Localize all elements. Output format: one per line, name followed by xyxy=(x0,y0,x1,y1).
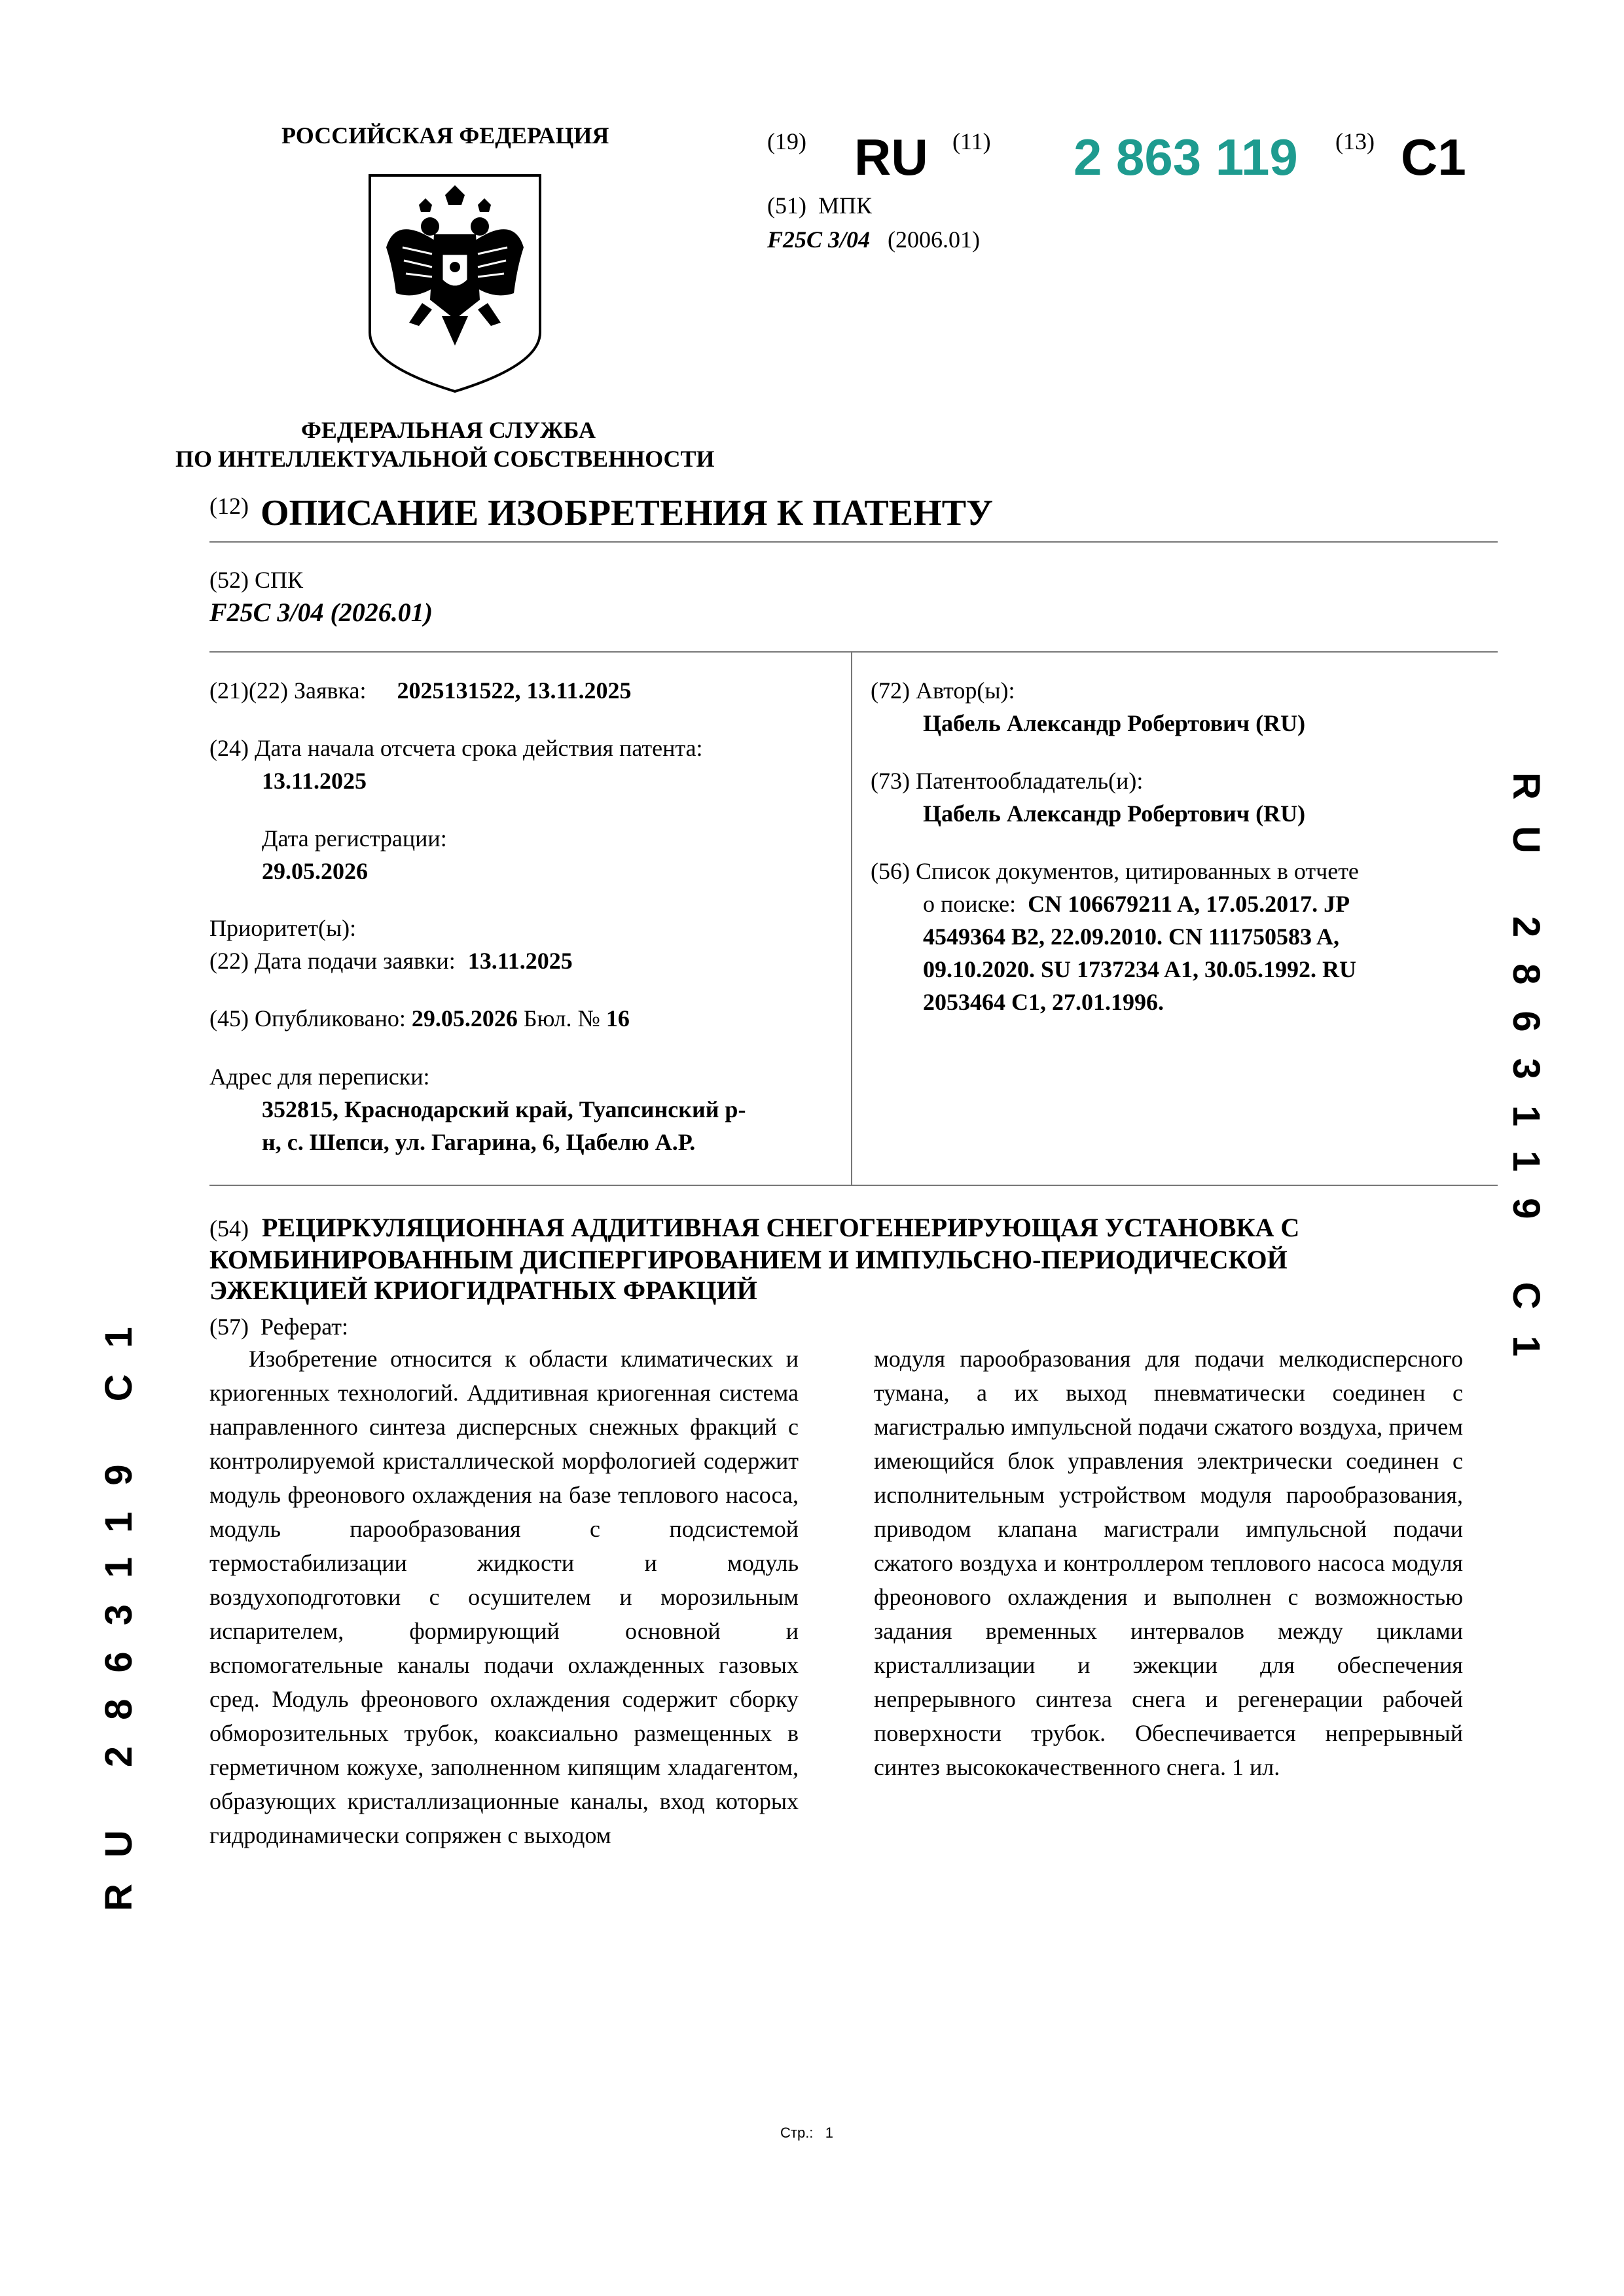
divider-biblio-vertical xyxy=(851,651,852,1185)
page-label: Стр.: xyxy=(780,2125,814,2141)
owners-label: Патентообладатель(и): xyxy=(915,768,1144,794)
filing-date-value: 13.11.2025 xyxy=(467,948,573,974)
doc-title-text: ОПИСАНИЕ ИЗОБРЕТЕНИЯ К ПАТЕНТУ xyxy=(260,493,994,533)
patent-number: 2 863 119 xyxy=(1074,128,1298,186)
invention-title-line2: КОМБИНИРОВАННЫМ ДИСПЕРГИРОВАНИЕМ И ИМПУЛЬСНО-ПЕРИОДИЧЕСКОЙ xyxy=(209,1245,1288,1274)
published-value: 29.05.2026 xyxy=(411,1005,518,1031)
term-start-row xyxy=(209,732,703,764)
citations-text-2: 4549364 B2, 22.09.2010. CN 111750583 A, xyxy=(923,924,1340,950)
bulletin-value: 16 xyxy=(605,1005,630,1031)
inid-code-13: (13) xyxy=(1335,128,1375,154)
divider-top xyxy=(209,541,1498,543)
inid-code-12: (12) xyxy=(209,493,249,519)
invention-title xyxy=(209,1212,1492,1306)
coat-of-arms-emblem xyxy=(357,169,553,398)
bulletin-label: Бюл. № xyxy=(523,1005,600,1031)
invention-title-text-1: РЕЦИРКУЛЯЦИОННАЯ АДДИТИВНАЯ СНЕГОГЕНЕРИРУЮЩАЯ УСТАНОВКА С xyxy=(261,1213,1300,1242)
doc-title xyxy=(209,492,993,534)
inid-code-21-22: (21)(22) xyxy=(209,677,288,704)
authors-label: Автор(ы): xyxy=(915,677,1015,704)
citations-text-3: 09.10.2020. SU 1737234 A1, 30.05.1992. RU xyxy=(923,956,1357,982)
cpc-row xyxy=(209,566,303,594)
term-start-value: 13.11.2025 xyxy=(262,768,367,794)
filing-date-label: Дата подачи заявки: xyxy=(254,948,456,974)
citations-label-row xyxy=(871,855,1359,888)
invention-title-line3: ЭЖЕКЦИЕЙ КРИОГИДРАТНЫХ ФРАКЦИЙ xyxy=(209,1276,757,1305)
inid-code-22: (22) xyxy=(209,948,249,974)
ipc-class: F25C 3/04 xyxy=(767,226,871,253)
inid-code-56: (56) xyxy=(871,858,910,884)
owners-value: Цабель Александр Робертович (RU) xyxy=(923,800,1306,827)
citations-text-1: CN 106679211 A, 17.05.2017. JP xyxy=(1028,891,1350,917)
abstract-label-row xyxy=(209,1310,348,1343)
address-line1: 352815, Краснодарский край, Туапсинский р- xyxy=(262,1096,746,1122)
kind-code: C1 xyxy=(1401,128,1466,186)
term-start-label: Дата начала отсчета срока действия патента: xyxy=(254,735,703,761)
citations-label2: о поиске: xyxy=(923,891,1017,917)
citations-line-1 xyxy=(923,888,1350,920)
inid-code-54: (54) xyxy=(209,1215,249,1242)
page-footer xyxy=(780,2125,833,2142)
abstract-label: Реферат: xyxy=(260,1314,349,1340)
agency-name-line1: ФЕДЕРАЛЬНАЯ СЛУЖБА xyxy=(301,417,596,443)
inid-code-72: (72) xyxy=(871,677,910,704)
cpc-value: F25C 3/04 (2026.01) xyxy=(209,598,433,627)
cpc-label: СПК xyxy=(254,567,304,593)
page-number: 1 xyxy=(825,2125,834,2141)
published-label: Опубликовано: xyxy=(254,1005,406,1031)
ipc-class-row xyxy=(767,226,980,253)
side-label-left: RU 2863119 C1 xyxy=(98,1300,140,1911)
registration-label: Дата регистрации: xyxy=(262,825,447,852)
address-line2: н, с. Шепси, ул. Гагарина, 6, Цабелю А.Р. xyxy=(262,1129,696,1155)
application-value: 2025131522, 13.11.2025 xyxy=(397,677,632,704)
inid-code-73: (73) xyxy=(871,768,910,794)
priority-label: Приоритет(ы): xyxy=(209,915,357,941)
abstract-column-2: модуля парообразования для подачи мелкодисперсного тумана, а их выход пневматически соединен с магистралью импульсной подачи сжатого воздуха, причем имеющийся блок управления электрически соединен с исполнительным устройством модуля парообразования, приводом клапана магистрали импульсной подачи сжатого воздуха и контроллером теплового насоса модуля фреонового охлаждения и выполнен с возможностью задания временных интервалов между циклами кристаллизации и эжекции для обеспечения непрерывного синтеза снега и регенерации рабочей поверхности трубок. Обеспечивается непрерывный синтез высококачественного снега. 1 ил. xyxy=(874,1346,1463,1780)
agency-name-line2: ПО ИНТЕЛЛЕКТУАЛЬНОЙ СОБСТВЕННОСТИ xyxy=(175,446,715,472)
ipc-version: (2006.01) xyxy=(888,226,981,253)
inid-code-24: (24) xyxy=(209,735,249,761)
invention-title-line1 xyxy=(209,1212,1492,1244)
inid-code-19: (19) xyxy=(767,128,806,154)
inid-code-51: (51) xyxy=(767,192,806,219)
inid-code-11: (11) xyxy=(952,128,991,154)
application-label: Заявка: xyxy=(293,677,367,704)
filing-date-row xyxy=(209,944,573,977)
address-label: Адрес для переписки: xyxy=(209,1064,430,1090)
abstract-column-1: Изобретение относится к области климатических и криогенных технологий. Аддитивная криогенная система направленного синтеза дисперсных снежных фракций с контролируемой кристаллической морфологией содержит модуль фреонового охлаждения на базе теплового насоса, модуль парообразования с подсистемой термостабилизации жидкости и модуль воздухоподготовки с осушителем и морозильным испарителем, формирующий основной и вспомогательные каналы подачи охлажденных газовых сред. Модуль фреонового охлаждения содержит сборку обморозительных трубок, коаксиально размещенных в герметичном кожухе, заполненном кипящим хладагентом, образующих кристаллизационные каналы, вход которых гидродинамически сопряжен с выходом xyxy=(209,1346,799,1848)
country-name: РОССИЙСКАЯ ФЕДЕРАЦИЯ xyxy=(281,122,609,149)
divider-biblio-bottom xyxy=(209,1185,1498,1186)
citations-text-4: 2053464 C1, 27.01.1996. xyxy=(923,989,1164,1015)
inid-code-52: (52) xyxy=(209,567,249,593)
side-label-right: RU 2863119 C1 xyxy=(1505,772,1547,1383)
citations-label: Список документов, цитированных в отчете xyxy=(915,858,1359,884)
published-row xyxy=(209,1002,630,1035)
inid-code-45: (45) xyxy=(209,1005,249,1031)
application-row xyxy=(209,674,631,707)
authors-label-row xyxy=(871,674,1015,707)
country-code: RU xyxy=(854,128,928,186)
divider-biblio-top xyxy=(209,651,1498,653)
registration-value: 29.05.2026 xyxy=(262,858,368,884)
ipc-label: МПК xyxy=(818,192,873,219)
ipc-row xyxy=(767,192,872,219)
inid-code-57: (57) xyxy=(209,1314,249,1340)
authors-value: Цабель Александр Робертович (RU) xyxy=(923,710,1306,736)
owners-label-row xyxy=(871,764,1143,797)
